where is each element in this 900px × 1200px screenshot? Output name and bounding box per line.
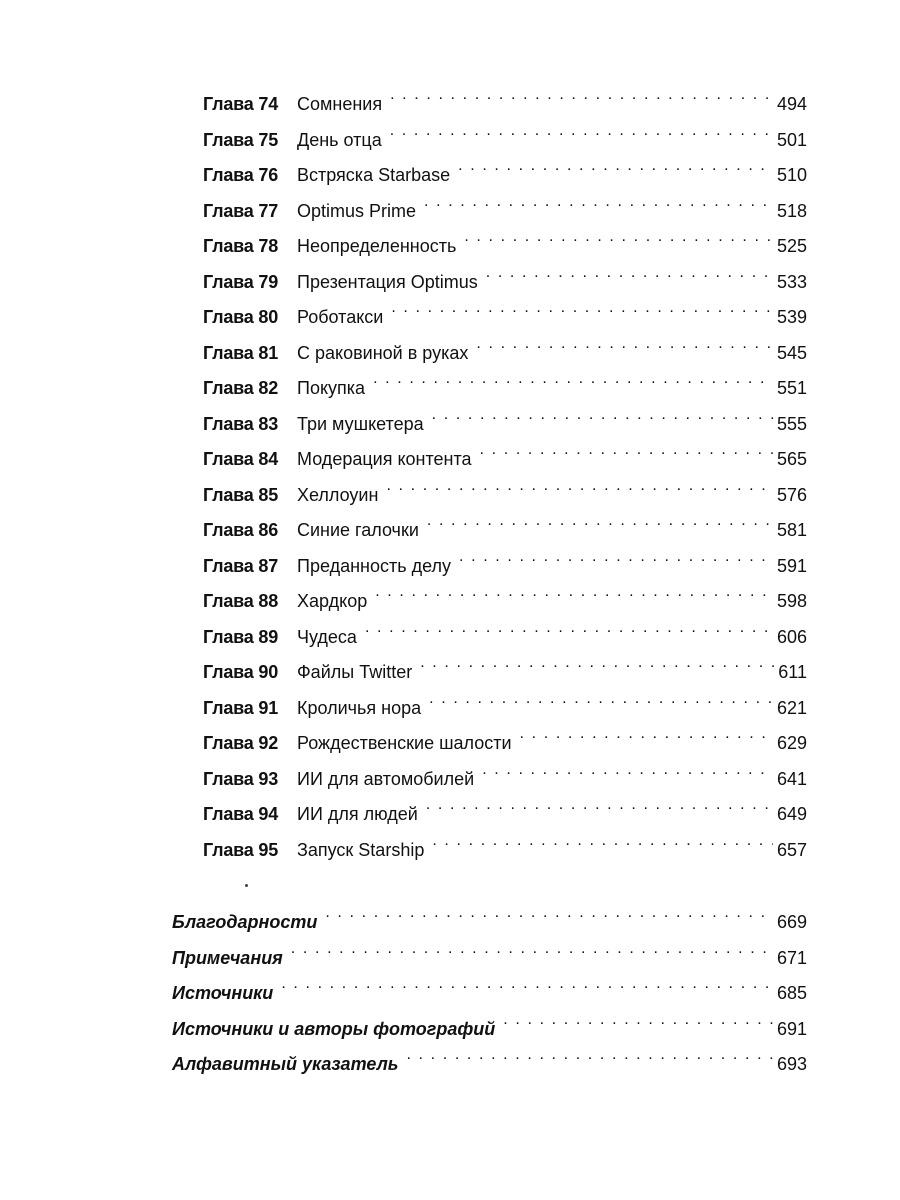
toc-entry [203,80,807,114]
toc-entry [203,471,807,505]
toc-entry [203,222,807,256]
toc-entry [203,684,807,718]
dot-leader [476,329,773,359]
section-title: Благодарности [172,912,318,932]
dot-leader [420,648,774,678]
chapter-label: Глава 74 [203,94,279,114]
page-number: 641 [776,768,807,789]
section-title: Источники и авторы фотографий [172,1018,496,1039]
page-number: 576 [776,484,807,505]
page-number: 551 [776,378,807,398]
chapter-title: Роботакси [297,307,384,327]
page-number: 629 [776,733,807,753]
chapter-title: С раковиной в руках [297,342,469,363]
toc-entry [172,934,807,968]
dot-leader [375,577,773,607]
page-number: 591 [776,555,807,576]
toc-entry [203,506,807,540]
chapter-title: Optimus Prime [297,200,417,221]
chapter-title: Покупка [297,378,366,398]
dot-leader [464,222,773,252]
chapter-title: Преданность делу [297,555,452,576]
dot-leader [373,364,773,394]
chapter-title: ИИ для людей [297,804,418,824]
chapter-label: Глава 87 [203,555,279,576]
dot-leader [427,506,773,536]
chapter-title: Кроличья нора [297,697,422,718]
chapter-label: Глава 81 [203,342,279,363]
dot-leader [459,542,773,572]
toc-entry [203,826,807,860]
toc-entry [172,969,807,1003]
dot-leader [325,898,773,928]
dot-leader [432,400,773,430]
chapter-title: Рождественские шалости [297,733,512,753]
page-number: 510 [776,165,807,185]
toc-entry [172,1040,807,1074]
page-number: 539 [776,307,807,327]
stray-mark [245,884,248,887]
chapter-label: Глава 92 [203,733,279,753]
chapter-label: Глава 90 [203,662,279,682]
chapter-label: Глава 91 [203,697,279,718]
page-number: 533 [776,271,807,292]
chapter-title: Модерация контента [297,449,472,469]
toc-entry [203,577,807,611]
page-number: 669 [776,912,807,932]
chapter-label: Глава 76 [203,165,279,185]
page-number: 671 [776,947,807,968]
section-title: Источники [172,983,274,1003]
chapter-label: Глава 79 [203,271,279,292]
chapter-label: Глава 75 [203,129,279,150]
section-title: Примечания [172,947,283,968]
chapter-label: Глава 85 [203,484,279,505]
dot-leader [291,934,773,964]
toc-entry [203,790,807,824]
page-number: 693 [776,1054,807,1074]
page-number: 494 [776,94,807,114]
toc-entry [203,151,807,185]
toc-entry [203,329,807,363]
dot-leader [281,969,773,999]
page-number: 545 [776,342,807,363]
chapter-label: Глава 78 [203,236,279,256]
dot-leader [486,258,773,288]
dot-leader [390,80,773,110]
dot-leader [503,1005,773,1035]
toc-entry [203,435,807,469]
page-number: 598 [776,591,807,611]
dot-leader [386,471,773,501]
chapter-title: Запуск Starship [297,839,425,860]
chapter-title: Презентация Optimus [297,271,478,292]
chapter-title: Синие галочки [297,520,419,540]
dot-leader [406,1040,773,1070]
dot-leader [432,826,773,856]
toc-entry [203,719,807,753]
chapter-title: Файлы Twitter [297,662,413,682]
dot-leader [391,293,773,323]
page-number: 611 [778,662,807,682]
chapter-title: День отца [297,129,382,150]
toc-entry [203,613,807,647]
chapter-label: Глава 94 [203,804,279,824]
dot-leader [480,435,773,465]
page-number: 555 [776,413,807,434]
chapter-label: Глава 95 [203,839,279,860]
chapter-title: Три мушкетера [297,413,424,434]
page-number: 501 [776,129,807,150]
chapter-label: Глава 88 [203,591,279,611]
dot-leader [520,719,773,749]
toc-entry [172,1005,807,1039]
chapter-label: Глава 89 [203,626,279,647]
chapter-title: Встряска Starbase [297,165,451,185]
chapter-title: ИИ для автомобилей [297,768,475,789]
toc-entry [203,648,807,682]
chapter-title: Сомнения [297,94,383,114]
page-number: 518 [776,200,807,221]
page-number: 565 [776,449,807,469]
dot-leader [424,187,773,217]
chapter-label: Глава 77 [203,200,279,221]
chapter-title: Хардкор [297,591,368,611]
page-number: 581 [776,520,807,540]
chapter-label: Глава 83 [203,413,279,434]
chapter-label: Глава 93 [203,768,279,789]
dot-leader [426,790,773,820]
chapter-title: Чудеса [297,626,357,647]
toc-entry [203,187,807,221]
toc-entry [203,400,807,434]
page-number: 606 [776,626,807,647]
chapter-label: Глава 80 [203,307,279,327]
chapter-label: Глава 84 [203,449,279,469]
page-number: 691 [776,1018,807,1039]
chapter-title: Неопределенность [297,236,457,256]
dot-leader [482,755,773,785]
page-number: 685 [776,983,807,1003]
toc-entry [203,364,807,398]
dot-leader [458,151,773,181]
page-number: 525 [776,236,807,256]
section-title: Алфавитный указатель [172,1054,399,1074]
toc-entry [203,755,807,789]
chapter-label: Глава 86 [203,520,279,540]
chapter-title: Хеллоуин [297,484,379,505]
toc-entry [203,293,807,327]
toc-entry [203,258,807,292]
dot-leader [429,684,773,714]
toc-entry [203,542,807,576]
page-number: 621 [776,697,807,718]
page-number: 649 [776,804,807,824]
chapter-label: Глава 82 [203,378,279,398]
dot-leader [365,613,773,643]
page-number: 657 [776,839,807,860]
toc-entry [172,898,807,932]
dot-leader [390,116,773,146]
toc-entry [203,116,807,150]
